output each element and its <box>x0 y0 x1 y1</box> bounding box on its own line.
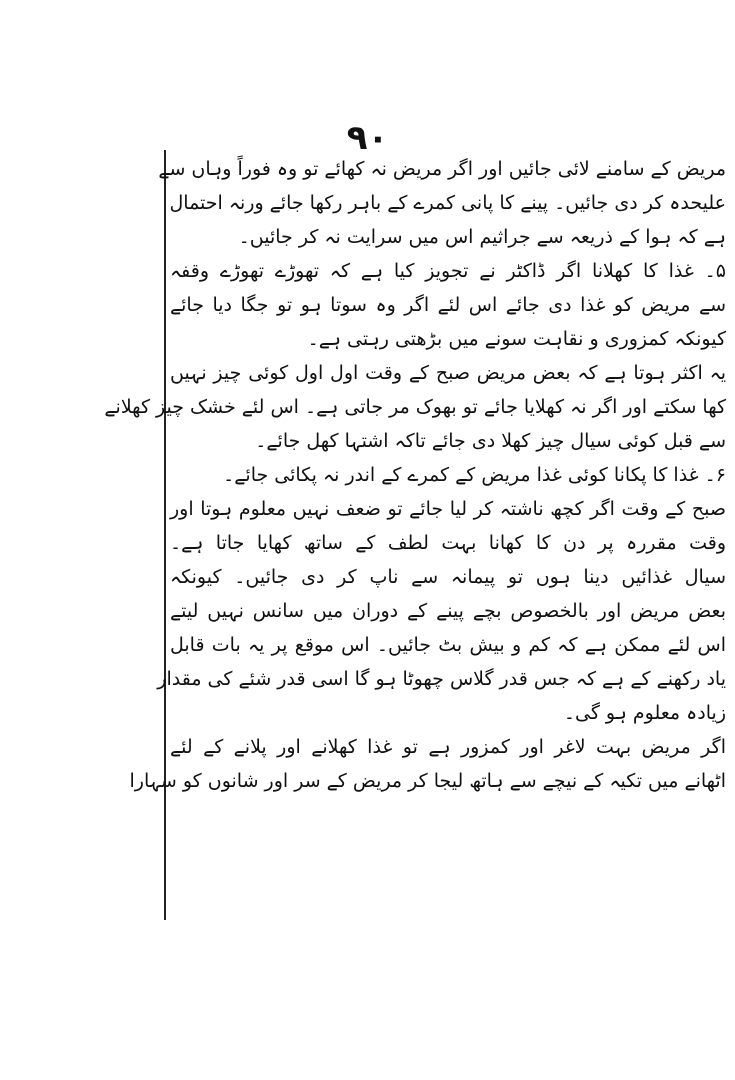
text-line: ہے کہ ہوا کے ذریعہ سے جراثیم اس میں سرایت نہ کر جائیں۔ <box>238 226 726 248</box>
text-line: علیحدہ کر دی جائیں۔ پینے کا پانی کمرے کے باہر رکھا جائے ورنہ احتمال <box>169 192 726 214</box>
text-line: اگر مریض بہت لاغر اور کمزور ہے تو غذا کھلانے اور پلانے کے لئے <box>170 736 726 758</box>
text-line: اٹھانے میں تکیہ کے نیچے سے ہاتھ لیجا کر مریض کے سر اور شانوں کو سہارا <box>129 770 726 792</box>
text-line: سے مریض کو غذا دی جائے اس لئے اگر وہ سوتا ہو تو جگا دیا جائے <box>170 294 726 316</box>
text-line: یاد رکھنے کے ہے کہ جس قدر گلاس چھوٹا ہو گا اسی قدر شئے کی مقدار <box>157 668 726 690</box>
page-number: ۹۰ <box>346 118 389 158</box>
text-line: سے قبل کوئی سیال چیز کھلا دی جائے تاکہ اشتہا کھل جائے۔ <box>255 430 726 452</box>
text-line: سیال غذائیں دینا ہوں تو پیمانہ سے ناپ کر دی جائیں۔ کیونکہ <box>170 566 726 588</box>
text-line: زیادہ معلوم ہو گی۔ <box>563 702 726 724</box>
text-body <box>104 152 728 798</box>
section-heading-line: ۵۔ غذا کا کھلانا اگر ڈاکٹر نے تجویز کیا ہے کہ تھوڑے تھوڑے وقفہ <box>170 260 726 282</box>
text-line: صبح کے وقت اگر کچھ ناشتہ کر لیا جائے تو ضعف نہیں معلوم ہوتا اور <box>170 498 726 520</box>
text-line: کھا سکتے اور اگر نہ کھلایا جائے تو بھوک مر جاتی ہے۔ اس لئے خشک چیز کھلانے <box>104 396 726 418</box>
text-line: بعض مریض اور بالخصوص بچے پینے کے دوران میں سانس نہیں لیتے <box>170 600 726 622</box>
section-heading-line: ۶۔ غذا کا پکانا کوئی غذا مریض کے کمرے کے اندر نہ پکائی جائے۔ <box>223 464 726 486</box>
text-line: مریض کے سامنے لائی جائیں اور اگر مریض نہ کھائے تو وہ فوراً وہاں سے <box>158 158 726 180</box>
text-line: اس لئے ممکن ہے کہ کم و بیش بٹ جائیں۔ اس موقع پر یہ بات قابل <box>170 634 726 656</box>
text-line: وقت مقررہ پر دن کا کھانا بہت لطف کے ساتھ کھایا جاتا ہے۔ <box>170 532 726 554</box>
margin-rule <box>164 150 166 920</box>
text-line: کیونکہ کمزوری و نقاہت سونے میں بڑھتی رہتی ہے۔ <box>307 328 726 350</box>
text-line: یہ اکثر ہوتا ہے کہ بعض مریض صبح کے وقت اول اول کوئی چیز نہیں <box>170 362 726 384</box>
